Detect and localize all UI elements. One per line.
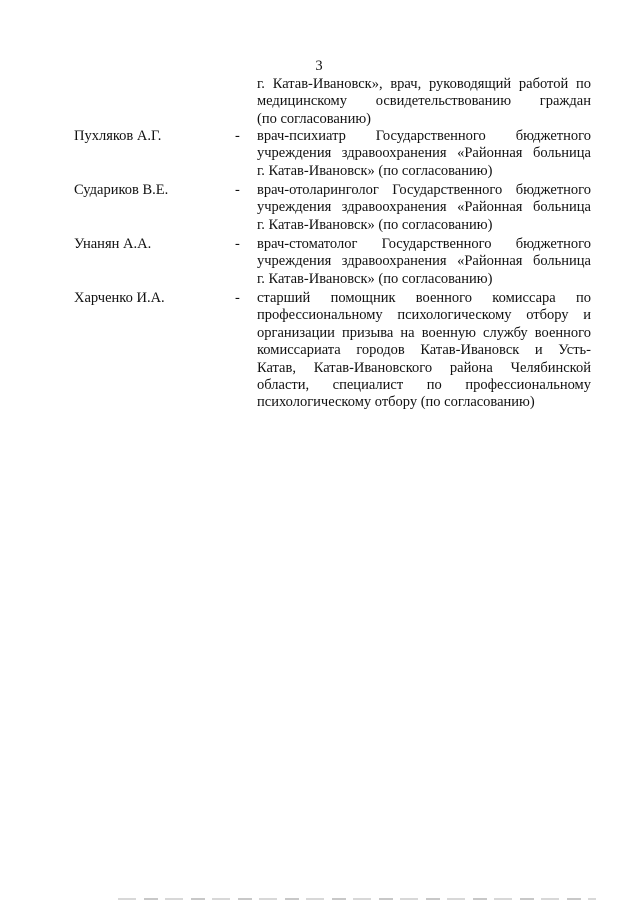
text-line: врач-психиатр Государственного бюджетного [257,128,591,144]
continuation-text [257,76,591,128]
text-line: учреждения здравоохранения «Районная больница [257,253,591,270]
text-line: г. Катав-Ивановск», врач, руководящий работой по [257,76,591,92]
page-number: 3 [315,58,323,74]
continuation-block [0,76,640,128]
text-line: г. Катав-Ивановск» (по согласованию) [257,162,493,179]
text-line: г. Катав-Ивановск» (по согласованию) [257,270,493,287]
member-description [257,182,591,234]
text-line: старший помощник военного комиссара по [257,290,591,306]
text-line: медицинскому освидетельствованию граждан [257,93,591,110]
member-name: Пухляков А.Г. [74,128,162,144]
text-line: учреждения здравоохранения «Районная больница [257,199,591,216]
text-line: (по согласованию) [257,110,371,127]
text-line: психологическому отбору (по согласованию) [257,394,535,411]
member-description [257,128,591,180]
member-description [257,290,591,412]
text-line: учреждения здравоохранения «Районная больница [257,145,591,162]
text-line: Катав, Катав-Ивановского района Челябинской [257,359,591,376]
dash-separator: - [235,182,240,198]
document-body [0,76,640,412]
text-line: организации призыва на военную службу военного [257,324,591,341]
dash-separator: - [235,128,240,144]
member-name: Судариков В.Е. [74,182,169,198]
member-description [257,236,591,288]
member-entry [0,128,640,180]
member-name: Унанян А.А. [74,236,152,252]
text-line: врач-стоматолог Государственного бюджетного [257,236,591,252]
scan-artifact-bottom-edge [118,898,596,900]
text-line: профессиональному психологическому отбору и [257,307,591,324]
text-line: г. Катав-Ивановск» (по согласованию) [257,216,493,233]
member-entry [0,236,640,288]
text-line: области, специалист по профессиональному [257,376,591,393]
text-line: врач-отоларинголог Государственного бюджетного [257,182,591,198]
member-entry [0,290,640,412]
text-line: комиссариата городов Катав-Ивановск и Усть- [257,342,591,359]
dash-separator: - [235,290,240,306]
member-name: Харченко И.А. [74,290,165,306]
dash-separator: - [235,236,240,252]
member-entry [0,182,640,234]
